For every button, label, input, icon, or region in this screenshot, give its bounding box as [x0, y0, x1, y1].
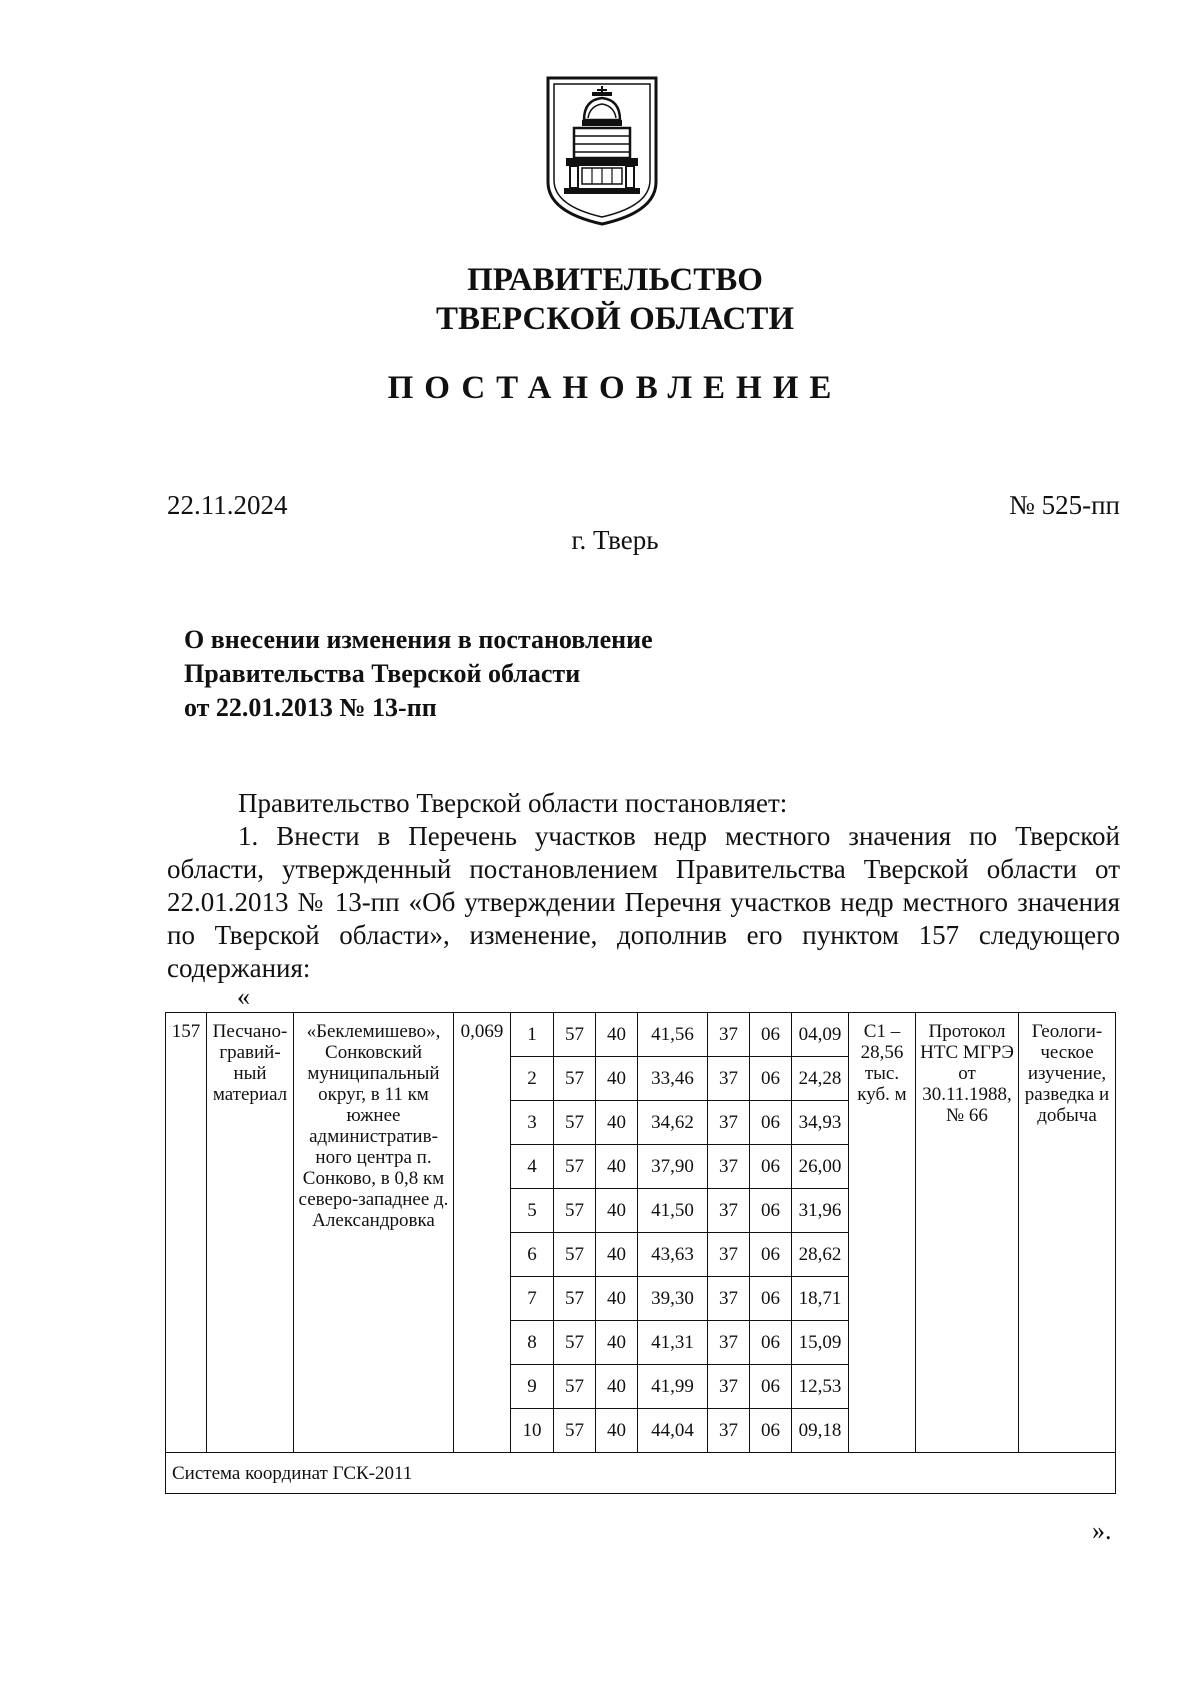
lon-minutes: 06: [750, 1409, 792, 1453]
point-number: 2: [511, 1057, 554, 1101]
lat-degrees: 57: [554, 1321, 596, 1365]
reserves-cell: С1 – 28,56 тыс. куб. м: [849, 1013, 916, 1453]
lon-seconds: 31,96: [792, 1189, 849, 1233]
point-number: 8: [511, 1321, 554, 1365]
document-city: г. Тверь: [571, 525, 659, 555]
lat-degrees: 57: [554, 1101, 596, 1145]
lon-degrees: 37: [708, 1365, 750, 1409]
lat-seconds: 33,46: [638, 1057, 708, 1101]
item-number-cell: 157: [166, 1013, 207, 1453]
lon-minutes: 06: [750, 1101, 792, 1145]
lat-degrees: 57: [554, 1365, 596, 1409]
lon-degrees: 37: [708, 1189, 750, 1233]
opening-quote: «: [237, 982, 250, 1011]
purpose-cell: Геологи-ческое изучение, разведка и добыча: [1019, 1013, 1116, 1453]
point-number: 1: [511, 1013, 554, 1057]
document-subject: [184, 623, 653, 725]
lat-seconds: 43,63: [638, 1233, 708, 1277]
mineral-cell: Песчано-гравий-ный материал: [207, 1013, 294, 1453]
lat-seconds: 41,56: [638, 1013, 708, 1057]
lat-seconds: 44,04: [638, 1409, 708, 1453]
lat-degrees: 57: [554, 1013, 596, 1057]
subsoil-site-table: [165, 1012, 1116, 1494]
lon-degrees: 37: [708, 1101, 750, 1145]
lon-seconds: 26,00: [792, 1145, 849, 1189]
lon-seconds: 24,28: [792, 1057, 849, 1101]
lat-minutes: 40: [596, 1101, 638, 1145]
lat-degrees: 57: [554, 1277, 596, 1321]
lat-minutes: 40: [596, 1145, 638, 1189]
lat-minutes: 40: [596, 1365, 638, 1409]
document-type-title: ПОСТАНОВЛЕНИЕ: [387, 370, 843, 406]
protocol-cell: Протокол НТС МГРЭ от 30.11.1988, № 66: [916, 1013, 1019, 1453]
location-cell: «Беклемишево», Сонковский муниципальный округ, в 11 км южнее административ-ного центра п. Сонково, в 0,8 км северо-западнее д. Александровка: [294, 1013, 454, 1453]
table-row: [166, 1013, 1116, 1057]
lat-seconds: 37,90: [638, 1145, 708, 1189]
lat-minutes: 40: [596, 1233, 638, 1277]
lon-degrees: 37: [708, 1233, 750, 1277]
lon-degrees: 37: [708, 1321, 750, 1365]
lon-degrees: 37: [708, 1145, 750, 1189]
area-cell: 0,069: [454, 1013, 511, 1453]
lon-degrees: 37: [708, 1409, 750, 1453]
point-number: 10: [511, 1409, 554, 1453]
coat-of-arms-emblem: [540, 72, 664, 232]
lat-degrees: 57: [554, 1189, 596, 1233]
point-number: 3: [511, 1101, 554, 1145]
point-number: 9: [511, 1365, 554, 1409]
lat-seconds: 39,30: [638, 1277, 708, 1321]
lat-minutes: 40: [596, 1409, 638, 1453]
lat-minutes: 40: [596, 1057, 638, 1101]
lat-seconds: 41,50: [638, 1189, 708, 1233]
lon-minutes: 06: [750, 1189, 792, 1233]
lat-seconds: 34,62: [638, 1101, 708, 1145]
lat-seconds: 41,99: [638, 1365, 708, 1409]
closing-quote: ».: [1092, 1516, 1112, 1545]
government-name-line2: ТВЕРСКОЙ ОБЛАСТИ: [435, 301, 795, 337]
lon-minutes: 06: [750, 1145, 792, 1189]
lat-minutes: 40: [596, 1189, 638, 1233]
lon-seconds: 04,09: [792, 1013, 849, 1057]
lon-seconds: 28,62: [792, 1233, 849, 1277]
lon-degrees: 37: [708, 1013, 750, 1057]
lon-degrees: 37: [708, 1057, 750, 1101]
coordinate-system-note: Система координат ГСК-2011: [166, 1453, 1116, 1494]
lon-seconds: 34,93: [792, 1101, 849, 1145]
lon-minutes: 06: [750, 1365, 792, 1409]
lat-degrees: 57: [554, 1057, 596, 1101]
lon-seconds: 15,09: [792, 1321, 849, 1365]
lon-minutes: 06: [750, 1321, 792, 1365]
resolution-intro: Правительство Тверской области постановляет:: [238, 788, 788, 818]
lat-degrees: 57: [554, 1145, 596, 1189]
subject-line: О внесении изменения в постановление: [184, 625, 653, 654]
subject-line: от 22.01.2013 № 13-пп: [184, 693, 437, 722]
lat-minutes: 40: [596, 1277, 638, 1321]
lon-seconds: 09,18: [792, 1409, 849, 1453]
point-number: 7: [511, 1277, 554, 1321]
resolution-paragraph-1: 1. Внести в Перечень участков недр местного значения по Тверской области, утвержденный постановлением Правительства Тверской области от 22.01.2013 № 13-пп «Об утверждении Перечня участков недр местного значения по Тверской области», изменение, дополнив его пунктом 157 следующего содержания:: [167, 821, 1120, 983]
point-number: 4: [511, 1145, 554, 1189]
document-date: 22.11.2024: [167, 490, 288, 520]
lon-seconds: 12,53: [792, 1365, 849, 1409]
lon-minutes: 06: [750, 1057, 792, 1101]
lat-seconds: 41,31: [638, 1321, 708, 1365]
lat-degrees: 57: [554, 1409, 596, 1453]
government-name-line1: ПРАВИТЕЛЬСТВО: [467, 262, 763, 298]
lon-minutes: 06: [750, 1013, 792, 1057]
lon-seconds: 18,71: [792, 1277, 849, 1321]
table-row: [166, 1453, 1116, 1494]
point-number: 6: [511, 1233, 554, 1277]
lat-minutes: 40: [596, 1321, 638, 1365]
point-number: 5: [511, 1189, 554, 1233]
lat-degrees: 57: [554, 1233, 596, 1277]
document-number: № 525-пп: [1009, 490, 1120, 520]
lon-degrees: 37: [708, 1277, 750, 1321]
subject-line: Правительства Тверской области: [184, 659, 581, 688]
lon-minutes: 06: [750, 1233, 792, 1277]
lat-minutes: 40: [596, 1013, 638, 1057]
lon-minutes: 06: [750, 1277, 792, 1321]
